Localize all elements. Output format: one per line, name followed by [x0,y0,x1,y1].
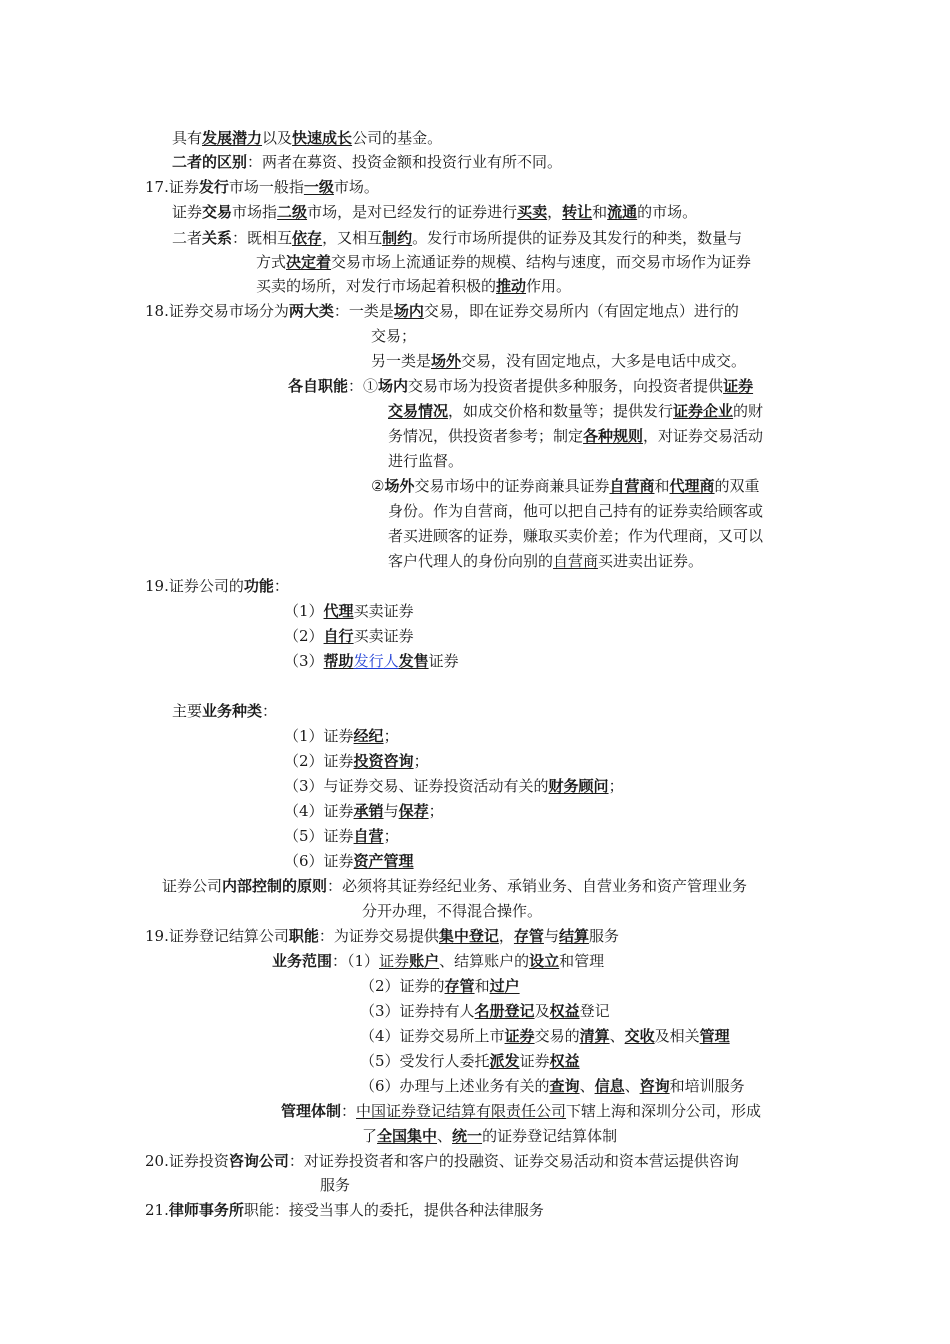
text-run: ② [371,477,385,495]
bold-label: 管理体制 [281,1102,342,1120]
text-run: 了 [362,1127,378,1145]
text-line [172,699,277,723]
section-heading-17 [145,175,379,199]
text-line [172,226,742,250]
emphasis-term: 经纪 [353,727,384,745]
text-run: 的证券登记结算体制 [482,1127,618,1145]
text-run: 以及 [262,129,293,147]
text-run: ： [341,1102,357,1120]
text-run: ，对证券交易活动 [643,427,764,445]
emphasis-term: 清算 [579,1027,610,1045]
text-run: （1）证券 [284,727,354,745]
text-line [281,1099,761,1123]
text-run: （5）证券 [284,827,354,845]
text-run: 及相关 [654,1027,700,1045]
text-run: 买卖证券 [353,602,414,620]
text-run: 和 [654,477,670,495]
text-run: 和 [474,977,490,995]
text-run: 职能：接受当事人的委托，提供各种法律服务 [243,1201,544,1219]
text-run: 、 [437,1127,453,1145]
text-run: （6）办理与上述业务有关的 [360,1077,550,1095]
emphasis-term: 制约 [382,229,413,247]
text-run: ：（1） [332,952,380,970]
text-run: （5）受发行人委托 [360,1052,490,1070]
emphasis-term: 场外 [431,352,462,370]
emphasis-term: 决定着 [286,253,332,271]
text-line [388,524,763,548]
text-run: ： [262,702,278,720]
emphasis-term: 结算 [558,927,589,945]
text-run: 证券公司 [162,877,223,895]
emphasis-term: 全国集中 [377,1127,438,1145]
text-run: ：两者在募资、投资金额和投资行业有所不同。 [247,153,563,171]
text-run: 交易市场为投资者提供多种服务，向投资者提供 [408,377,724,395]
text-run: ：对证券投资者和客户的投融资、证券交易活动和资本营运提供咨询 [288,1152,739,1170]
text-run: 交易市场上流通证券的规模、结构与速度，而交易市场作为证券 [331,253,752,271]
emphasis-term: 存管 [444,977,475,995]
section-heading-19 [145,574,289,598]
text-line [172,126,442,150]
text-run: 分开办理，不得混合操作。 [362,902,543,920]
text-run: 17.证券 [145,178,199,196]
text-line [388,424,763,448]
list-item [284,624,414,648]
text-run: ：为证券交易提供 [318,927,439,945]
emphasis-term: 查询 [549,1077,580,1095]
bold-label: 二者的区别 [172,153,248,171]
text-run: 与 [383,802,399,820]
bold-label: 关系 [202,229,233,247]
emphasis-term: 一级 [303,178,334,196]
text-run: （2）证券的 [360,977,445,995]
list-item [360,1074,745,1098]
text-run: （4）证券 [284,802,354,820]
emphasis-term: 买卖 [517,203,548,221]
text-run: 市场指 [232,203,278,221]
emphasis-term: 转让 [562,203,593,221]
text-line [256,274,571,298]
text-run: 及 [534,1002,550,1020]
text-run: 公司的基金。 [352,129,443,147]
text-line [388,399,763,423]
list-item [360,974,520,998]
text-run: 服务 [588,927,619,945]
bold-label: 内部控制的原则 [222,877,328,895]
text-run: 19.证券公司的 [145,577,244,595]
text-run: ： [273,577,289,595]
text-run: 、 [579,1077,595,1095]
emphasis-term: 交收 [624,1027,655,1045]
text-run: 进行监督。 [388,452,464,470]
text-line [388,549,703,573]
text-run: 的市场。 [637,203,698,221]
text-run: 主要 [172,702,203,720]
emphasis-term: 承销 [353,802,384,820]
emphasis-term: 设立 [529,952,560,970]
bold-label: 各自职能 [288,377,349,395]
text-line [388,449,463,473]
bold-label: 律师事务所 [168,1201,244,1219]
emphasis-term: 集中登记 [438,927,499,945]
text-run: 市场。 [333,178,379,196]
emphasis-term: 二级 [277,203,308,221]
list-item [284,724,399,748]
text-run: ：既相互 [232,229,293,247]
emphasis-term: 咨询 [639,1077,670,1095]
emphasis-term: 证券 [504,1027,535,1045]
text-run: 和培训服务 [669,1077,745,1095]
list-item [284,849,414,873]
section-heading-21 [145,1198,544,1222]
section-heading-19b [145,924,619,948]
section-heading-20 [145,1149,739,1173]
bold-label: 交易 [202,203,233,221]
emphasis-term: 保荐 [398,802,429,820]
text-run: 市场一般指 [228,178,304,196]
text-run: 交易，没有固定地点，大多是电话中成交。 [461,352,747,370]
text-run: 交易，即在证券交易所内（有固定地点）进行的 [423,302,739,320]
text-run: （2） [284,627,324,645]
text-run: 服务 [320,1176,351,1194]
issuer-link[interactable]: 发行人 [353,652,399,670]
text-run: ，如成交价格和数量等；提供发行 [448,402,674,420]
text-run: ，又相互 [322,229,383,247]
emphasis-term: 派发 [489,1052,520,1070]
text-run: 、结算账户的 [439,952,530,970]
text-line [362,899,542,923]
text-line [362,1124,617,1148]
bold-label: 两大类 [288,302,334,320]
text-line [388,499,763,523]
emphasis-term: 权益 [549,1002,580,1020]
bold-label: 发行 [198,178,229,196]
list-item [360,1049,580,1073]
text-run: 。发行市场所提供的证券及其发行的种类，数量与 [412,229,743,247]
text-run: ， [498,927,514,945]
text-line [172,200,697,224]
text-run: 证券 [519,1052,550,1070]
emphasis-term: 自营商 [609,477,655,495]
text-run: ； [608,777,624,795]
bold-label: 咨询公司 [228,1152,289,1170]
text-run: （3）与证券交易、证券投资活动有关的 [284,777,549,795]
text-run: （4）证券交易所上市 [360,1027,505,1045]
text-run: 证券 [172,203,203,221]
emphasis-term: 名册登记 [474,1002,535,1020]
emphasis-term: 权益 [549,1052,580,1070]
bold-label: 场外 [384,477,415,495]
text-line [162,874,747,898]
text-run: ； [383,727,399,745]
text-run: 、 [624,1077,640,1095]
emphasis-term: 存管 [513,927,544,945]
text-run: 的财 [733,402,764,420]
emphasis-term: 各种规则 [583,427,644,445]
emphasis-term: 自营商 [553,552,599,570]
emphasis-term: 财务顾问 [548,777,609,795]
text-run: 交易的 [534,1027,580,1045]
emphasis-term: 场内 [393,302,424,320]
emphasis-term: 证券 [379,952,410,970]
text-run: 者买进顾客的证券，赚取买卖价差；作为代理商，又可以 [388,527,764,545]
emphasis-term: 过户 [489,977,520,995]
text-run: ：一类是 [333,302,394,320]
emphasis-term: 自营 [353,827,384,845]
text-run: ：必须将其证券经纪业务、承销业务、自营业务和资产管理业务 [327,877,748,895]
text-run: ， [547,203,563,221]
emphasis-term: 快速成长 [292,129,353,147]
emphasis-term: 代理商 [669,477,715,495]
list-item [284,749,429,773]
text-run: 与 [543,927,559,945]
text-run: 和 [592,203,608,221]
emphasis-term: 证券 [723,377,754,395]
emphasis-term: 资产管理 [353,852,414,870]
text-line [288,374,753,398]
text-run: 客户代理人的身份向别的 [388,552,554,570]
list-item [284,824,399,848]
text-line [371,349,746,373]
section-heading-18 [145,299,739,323]
text-line [272,949,604,973]
bold-label: 业务种类 [202,702,263,720]
text-run: ； [413,752,429,770]
text-run: 19.证券登记结算公司 [145,927,289,945]
text-line [371,324,416,348]
list-item [284,774,624,798]
bold-label: 功能 [243,577,274,595]
text-run: （3） [284,652,324,670]
emphasis-term: 中国证券登记结算有限责任公司 [356,1102,567,1120]
text-line [371,474,760,498]
text-run: 务情况，供投资者参考；制定 [388,427,584,445]
text-run: 证券 [428,652,459,670]
text-run: 另一类是 [371,352,432,370]
text-run: 下辖上海和深圳分公司，形成 [566,1102,762,1120]
text-run: 交易市场中的证券商兼具证券 [414,477,610,495]
emphasis-term: 自行 [323,627,354,645]
emphasis-term: 信息 [594,1077,625,1095]
emphasis-term: 流通 [607,203,638,221]
list-item [284,599,414,623]
text-run: 作用。 [526,277,572,295]
emphasis-term: 投资咨询 [353,752,414,770]
text-run: 、 [609,1027,625,1045]
emphasis-term: 交易情况 [388,402,449,420]
text-run: 买卖的场所，对发行市场起着积极的 [256,277,497,295]
emphasis-term: 统一 [452,1127,483,1145]
text-run: 登记 [579,1002,610,1020]
text-run: ； [383,827,399,845]
list-item [284,649,459,673]
text-run: （1） [284,602,324,620]
text-run: 和管理 [559,952,605,970]
text-run: 具有 [172,129,203,147]
bold-label: 场内 [378,377,409,395]
text-run: ：① [348,377,379,395]
bold-label: 业务范围 [272,952,333,970]
text-run: 方式 [256,253,287,271]
list-item [360,1024,730,1048]
text-line [320,1173,350,1197]
text-run: ； [428,802,444,820]
bold-label: 职能 [288,927,319,945]
text-run: 的双重 [714,477,760,495]
text-run: 二者 [172,229,203,247]
text-run: （6）证券 [284,852,354,870]
emphasis-term: 发售 [398,652,429,670]
text-run: 买卖证券 [353,627,414,645]
emphasis-term: 证券企业 [673,402,734,420]
text-run: 买进卖出证券。 [598,552,704,570]
text-line [256,250,751,274]
text-run: （3）证券持有人 [360,1002,475,1020]
text-run: 18.证券交易市场分为 [145,302,289,320]
text-run: 身份。作为自营商，他可以把自己持有的证券卖给顾客或 [388,502,764,520]
emphasis-term: 帮助 [323,652,354,670]
text-line [172,150,562,174]
emphasis-term: 管理 [699,1027,730,1045]
emphasis-term: 代理 [323,602,354,620]
text-run: 市场，是对已经发行的证券进行 [307,203,518,221]
list-item [284,799,444,823]
text-run: 交易； [371,327,417,345]
emphasis-term: 推动 [496,277,527,295]
text-run: 20.证券投资 [145,1152,229,1170]
text-run: （2）证券 [284,752,354,770]
emphasis-term: 发展潜力 [202,129,263,147]
list-item [360,999,610,1023]
emphasis-term: 账户 [409,952,440,970]
emphasis-term: 依存 [292,229,323,247]
text-run: 21. [145,1201,169,1219]
